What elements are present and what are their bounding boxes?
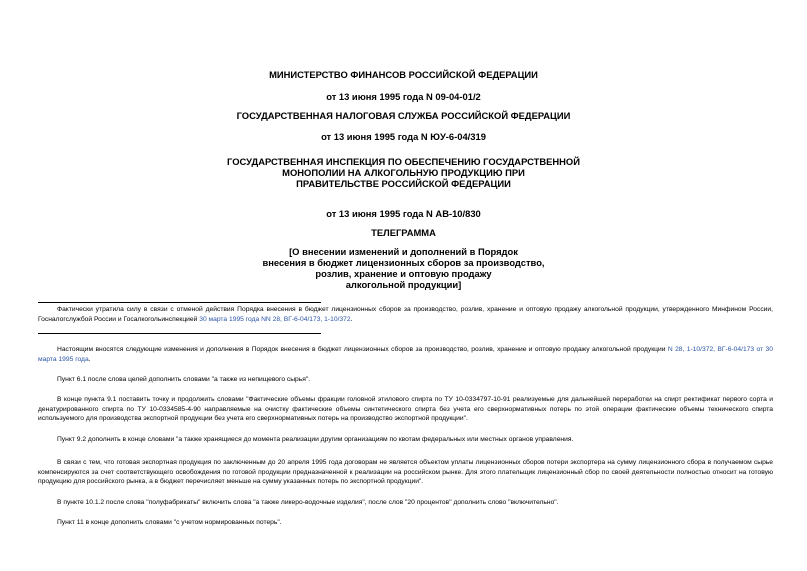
paragraph-9-1: В конце пункта 9.1 поставить точку и продолжить словами "Фактические объемы фракции головной этилового спирта по ТУ 10-0334797-10-91 реализуемые для дальнейшей переработки на спирт ректификат первого сорта и денатурированного спирта по ТУ 10-0334585-4-90 направляемые на очистку фактические объемы синтетического спирта без учета его сверхнормативных потерь по этой операции фактические объемы технического спирта используемого для производства экспортной продукции без учета его сверхнормативных потерь на производство экспортной продукции". bbox=[38, 396, 773, 423]
divider-bottom bbox=[38, 333, 321, 334]
note-link[interactable]: 30 марта 1995 года NN 28, ВГ-6-04/173, 1-10/372 bbox=[199, 315, 351, 323]
header-ministry-date: от 13 июня 1995 года N 09-04-01/2 bbox=[326, 91, 481, 102]
intro-link[interactable]: N 28, 1-10/372, ВГ-6-04/173 от 30 марта 1995 года bbox=[38, 346, 773, 363]
paragraph-10-1-2: В пункте 10.1.2 после слова "полуфабрикаты" включить слова "а также ликеро-водочные изделия", после слов "20 процентов" дополнить слово "включительно". bbox=[57, 499, 559, 506]
intro-text: Настоящим вносятся следующие изменения и дополнения в Порядок внесения в бюджет лицензионных сборов за производство, розлив, хранение и оптовую продажу алкогольной продукции bbox=[57, 346, 668, 353]
paragraph-export: В связи с тем, что готовая экспортная продукция по заключенным до 20 апреля 1995 года договорам не является объектом уплаты лицензионных сборов потери экспортера на сумму лицензионного сбора в получаемом сырье компенсируются за счет соответствующего освобождения по готовой продукции предназначенной к реализации на российском рынке. Для этого плательщик лицензионный сбор по своей деятельности полностью относит на готовую продукцию для российского рынка, а в бюджет перечисляет меньше на сумму указанных потерь по экспортной продукции". bbox=[38, 459, 773, 486]
header-inspection-line: ПРАВИТЕЛЬСТВЕ РОССИЙСКОЙ ФЕДЕРАЦИИ bbox=[296, 178, 511, 189]
doc-type: ТЕЛЕГРАММА bbox=[371, 227, 436, 238]
paragraph-9-2: Пункт 9.2 дополнить в конце словами "а также хранящиеся до момента реализации другим организациям по квотам федеральных или местных органов управления. bbox=[57, 436, 574, 443]
note-text: Фактически утратила силу в связи с отменой действия Порядка внесения в бюджет лицензионных сборов за производство, розлив, хранение и оптовую продажу алкогольной продукции, утвержденного Минфином России, Госналогслужбой России и Госалкогольинспекцией bbox=[38, 306, 773, 323]
note-end: . bbox=[350, 315, 353, 323]
doc-title-line: розлив, хранение и оптовую продажу bbox=[315, 268, 492, 279]
paragraph-intro bbox=[38, 345, 773, 364]
doc-title-line: алкогольной продукции] bbox=[345, 279, 462, 290]
header-inspection-line: ГОСУДАРСТВЕННАЯ ИНСПЕКЦИЯ ПО ОБЕСПЕЧЕНИЮ ГОСУДАРСТВЕННОЙ bbox=[227, 156, 580, 167]
intro-end: . bbox=[88, 355, 91, 363]
doc-title-line: внесения в бюджет лицензионных сборов за производство, bbox=[262, 257, 545, 268]
header-ministry: МИНИСТЕРСТВО ФИНАНСОВ РОССИЙСКОЙ ФЕДЕРАЦИИ bbox=[269, 69, 538, 80]
note-paragraph bbox=[38, 305, 773, 324]
doc-title bbox=[0, 246, 807, 290]
divider-top bbox=[38, 302, 321, 303]
header-inspection-date: от 13 июня 1995 года N АВ-10/830 bbox=[326, 208, 481, 219]
header-inspection-line: МОНОПОЛИИ НА АЛКОГОЛЬНУЮ ПРОДУКЦИЮ ПРИ bbox=[282, 167, 525, 178]
header-tax-service-date: от 13 июня 1995 года N ЮУ-6-04/319 bbox=[321, 131, 486, 142]
header-inspection bbox=[0, 156, 807, 189]
paragraph-6-1: Пункт 6.1 после слова целей дополнить словами "а также из непищевого сырья". bbox=[57, 376, 311, 383]
header-tax-service: ГОСУДАРСТВЕННАЯ НАЛОГОВАЯ СЛУЖБА РОССИЙСКОЙ ФЕДЕРАЦИИ bbox=[236, 110, 571, 121]
paragraph-11: Пункт 11 в конце дополнить словами "с учетом нормированных потерь". bbox=[57, 519, 282, 526]
doc-title-line: [О внесении изменений и дополнений в Порядок bbox=[289, 246, 518, 257]
